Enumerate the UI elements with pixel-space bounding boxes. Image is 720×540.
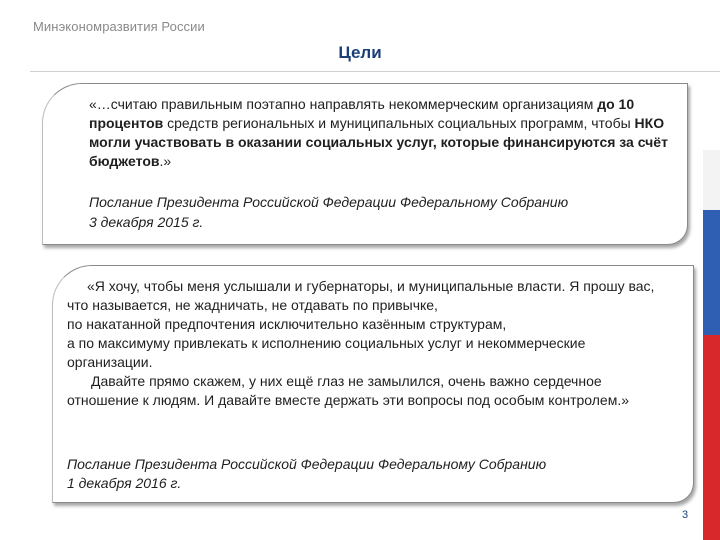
signature-date: 1 декабря 2016 г. [67, 475, 182, 491]
quote-box-2016 [52, 265, 694, 503]
ministry-logo-text: Минэкономразвития России [33, 19, 205, 34]
quote-text-part: средств региональных и муниципальных социальных программ, чтобы [163, 115, 635, 131]
signature-line: Послание Президента Российской Федерации Федеральному Собранию [67, 456, 547, 472]
slide-title: Цели [338, 43, 382, 62]
page-number: 3 [682, 509, 689, 521]
quote-signature-2015 [89, 192, 679, 232]
quote-box-2015 [42, 83, 688, 245]
quote-signature-2016 [67, 455, 667, 493]
flag-stripe-blue [703, 210, 720, 335]
quote-paragraph: по накатанной предпочтения исключительно казённым структурам, [67, 316, 507, 332]
signature-line: Послание Президента Российской Федерации Федеральному Собранию [89, 194, 569, 210]
quote-paragraph: «Я хочу, чтобы меня услышали и губернаторы, и муниципальные власти. Я прошу вас, что называется, не жадничать, не отдавать по привычке, [67, 278, 655, 313]
quote-bold-percent: до 10 процентов [89, 96, 635, 131]
quote-text-2015 [89, 95, 679, 171]
quote-text-part: .» [159, 153, 172, 169]
signature-date: 3 декабря 2015 г. [89, 214, 204, 230]
flag-stripe-red [703, 335, 720, 540]
quote-paragraph: а по максимуму привлекать к исполнению социальных услуг и некоммерческие организации. [67, 335, 586, 370]
quote-bold-nko: НКО могли участвовать в оказании социальных услуг, которые финансируются за счёт бюджетов [89, 115, 668, 169]
quote-text-2016 [67, 277, 667, 410]
quote-text-part: «…считаю правильным поэтапно направлять некоммерческим организациям [89, 96, 598, 112]
flag-stripe-white [703, 150, 720, 210]
quote-paragraph: Давайте прямо скажем, у них ещё глаз не замылился, очень важно сердечное отношение к людям. И давайте вместе держать эти вопросы под особым контролем.» [67, 373, 630, 408]
title-divider [30, 71, 720, 72]
